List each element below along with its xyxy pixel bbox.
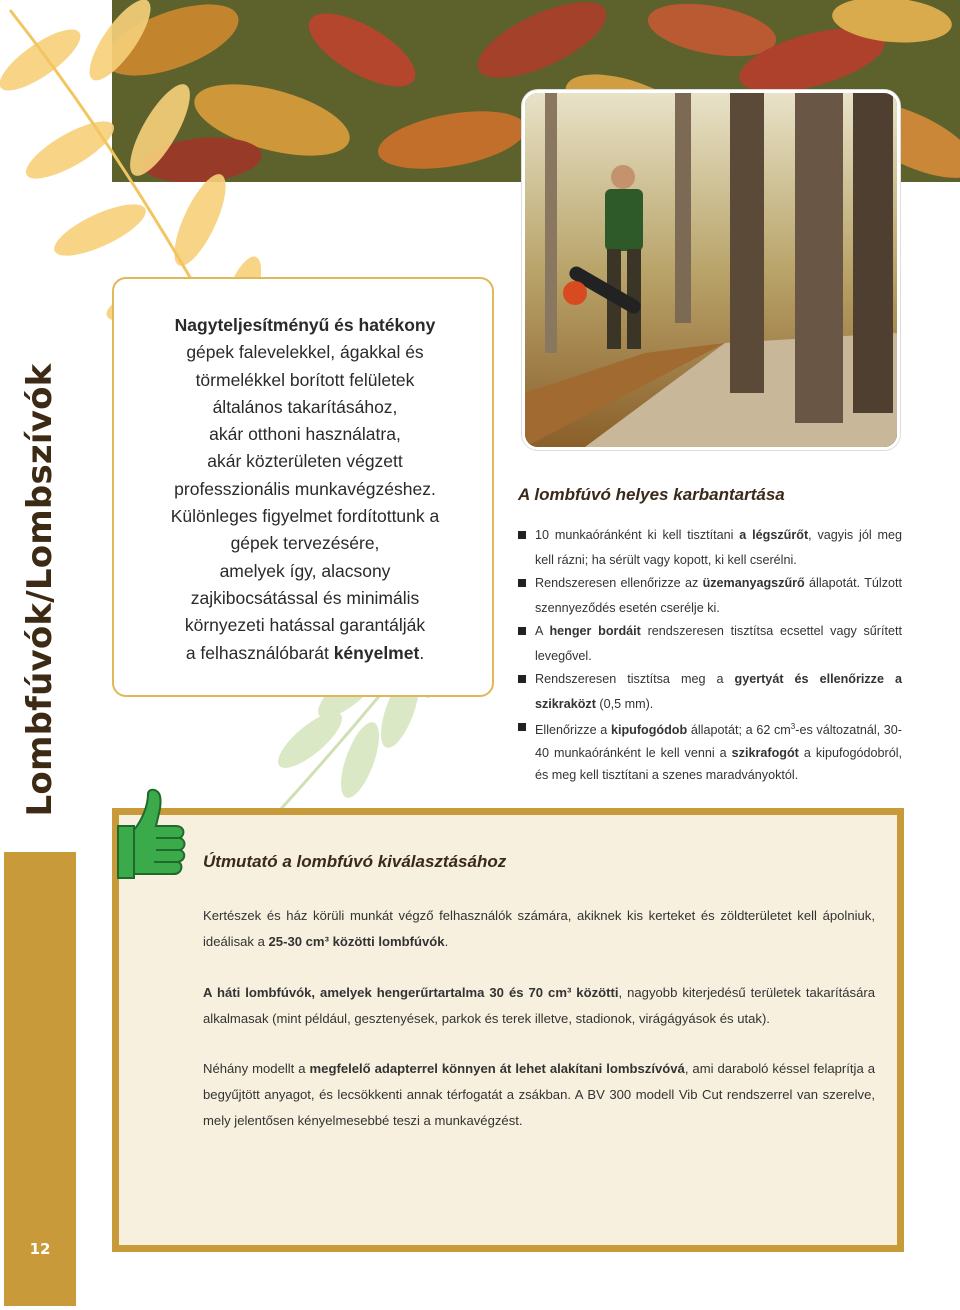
page-number: 12 [29, 1240, 51, 1258]
intro-line: környezeti hatással garantálják [184, 615, 426, 636]
guide-title: Útmutató a lombfúvó kiválasztásához [203, 852, 507, 871]
maintenance-item: Rendszeresen tisztítsa meg a gyertyát és ellenőrizze a szikraközt (0,5 mm). [518, 668, 902, 716]
intro-line: akár közterületen végzett [207, 451, 403, 472]
guide-paragraph-1: Kertészek és ház körüli munkát végző felhasználók számára, akiknek kis kerteket és zöldterületet kell ápolniuk, ideálisak a 25-30 cm³ közötti lombfúvók. [203, 908, 875, 949]
intro-line: Különleges figyelmet fordítottunk a [170, 506, 440, 527]
intro-line: amelyek így, alacsony [219, 560, 391, 581]
maintenance-item: Ellenőrizze a kipufogódob állapotát; a 62 $cm^3-es$ változatnál, 30-40 munkaóránként le kell venni a szikrafogót a kipufogódobról, és meg kell tisztítani a szenes maradványoktól. [518, 716, 902, 786]
intro-line: a felhasználóbarát kényelmet. [185, 642, 425, 663]
guide-paragraph-2: A háti lombfúvók, amelyek hengerűrtartalma 30 és 70 cm³ közötti, nagyobb kiterjedésű területek takarítására alkalmasak (mint például, gesztenyések, parkok és terek illetve, stadionok, virágágyások és utak). [203, 985, 875, 1026]
intro-line: professzionális munkavégzéshez. [174, 478, 436, 499]
intro-text [128, 312, 482, 667]
intro-line: gépek falevelekkel, ágakkal és [186, 342, 424, 363]
intro-line: zajkibocsátással és minimális [190, 587, 420, 608]
guide-paragraph-3: Néhány modellt a megfelelő adapterrel könnyen át lehet alakítani lombszívóvá, ami daraboló késsel felaprítja a begyűjtött anyagot, és lecsökkenti annak térfogatát a zsákban. A BV 300 modell Vib Cut rendszerrel van szerelve, mely jelentősen kényelmesebbé teszi a munkavégzést. [203, 1061, 875, 1128]
side-color-bar [4, 852, 76, 1306]
intro-line: Nagyteljesítményű és hatékony [174, 315, 436, 335]
maintenance-item: 10 munkaóránként ki kell tisztítani a légszűrőt, vagyis jól meg kell rázni; ha sérült vagy kopott, ki kell cserélni. [518, 524, 902, 572]
intro-line: akár otthoni használatra, [209, 424, 401, 445]
thumbs-up-icon [104, 786, 188, 882]
maintenance-title: A lombfúvó helyes karbantartása [518, 485, 785, 504]
intro-line: törmelékkel borított felületek [195, 369, 415, 390]
intro-line: gépek tervezésére, [230, 533, 380, 554]
maintenance-item: A henger bordáit rendszeresen tisztítsa ecsettel vagy sűrített levegővel. [518, 620, 902, 668]
intro-line: általános takarításához, [212, 396, 398, 417]
maintenance-item: Rendszeresen ellenőrizze az üzemanyagszűrő állapotát. Túlzott szennyeződés esetén cserélje ki. [518, 572, 902, 620]
worker-with-leaf-blower-photo [522, 90, 900, 450]
maintenance-list [518, 524, 902, 786]
